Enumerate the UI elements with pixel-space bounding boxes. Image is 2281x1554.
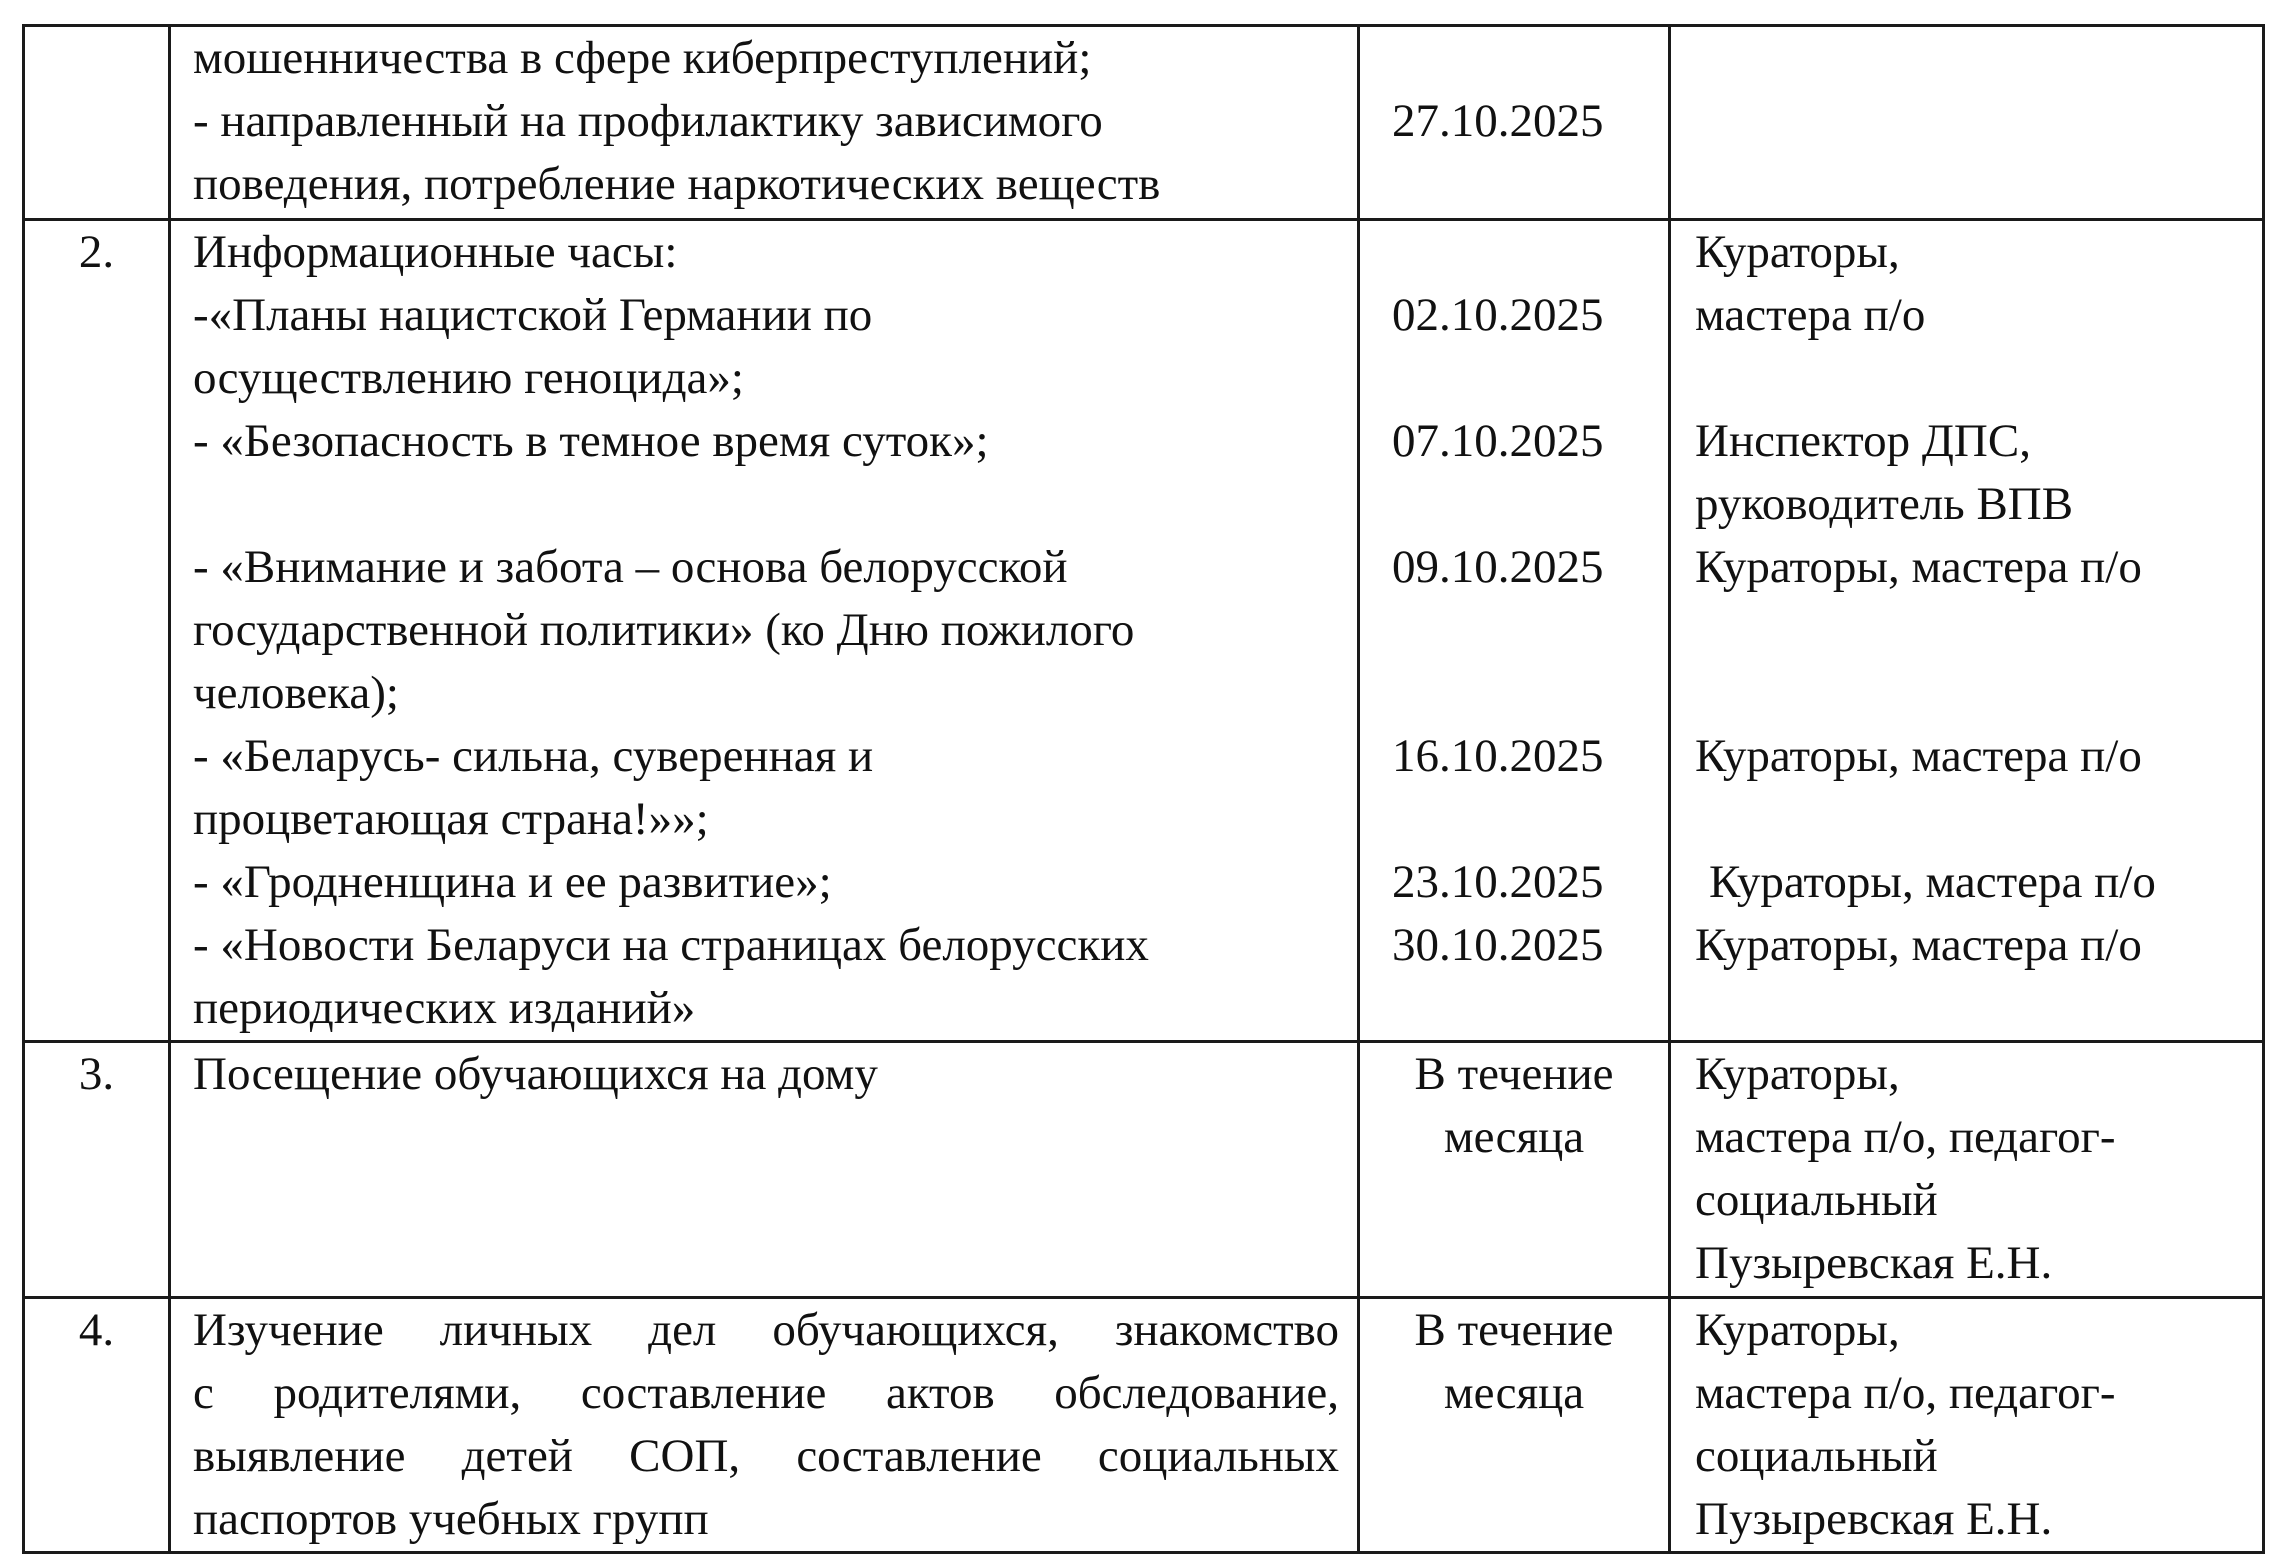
- responsible-line: Кураторы,: [1695, 226, 1900, 278]
- event-line: паспортов учебных групп: [193, 1493, 709, 1545]
- responsible-line: Кураторы, мастера п/о: [1709, 856, 2156, 908]
- table-row: [24, 1042, 2264, 1298]
- event-cell: [170, 1042, 1359, 1298]
- event-line: - «Новости Беларуси на страницах белорусских: [193, 919, 1149, 971]
- row-number: 4.: [78, 1304, 115, 1356]
- event-date: 09.10.2025: [1392, 541, 1604, 593]
- event-line: поведения, потребление наркотических веществ: [193, 158, 1161, 210]
- event-date: 02.10.2025: [1392, 289, 1604, 341]
- event-line: с родителями, составление актов обследование,: [193, 1367, 1339, 1419]
- event-line: - «Гродненщина и ее развитие»;: [193, 856, 832, 908]
- event-date: месяца: [1443, 1367, 1585, 1419]
- event-line: государственной политики» (ко Дню пожилого: [193, 604, 1135, 656]
- responsible-cell: [1670, 220, 2264, 1042]
- event-line: Изучение личных дел обучающихся, знакомство: [193, 1304, 1339, 1356]
- date-cell: [1359, 1298, 1670, 1553]
- event-cell: [170, 26, 1359, 220]
- responsible-line: руководитель ВПВ: [1695, 478, 2074, 530]
- responsible-line: мастера п/о, педагог-: [1695, 1367, 2116, 1419]
- event-line: - направленный на профилактику зависимого: [193, 95, 1103, 147]
- event-line: Посещение обучающихся на дому: [193, 1048, 878, 1100]
- event-cell: [170, 220, 1359, 1042]
- event-date: В течение: [1414, 1048, 1614, 1100]
- row-number: [25, 27, 168, 90]
- responsible-line: Кураторы,: [1695, 1048, 1900, 1100]
- date-cell: [1359, 1042, 1670, 1298]
- table-row: [24, 220, 2264, 1042]
- events-plan-table: [22, 24, 2265, 1554]
- table-row: [24, 26, 2264, 220]
- event-line: мошенничества в сфере киберпреступлений;: [193, 32, 1092, 84]
- responsible-line: Кураторы, мастера п/о: [1695, 541, 2142, 593]
- responsible-cell: [1670, 26, 2264, 220]
- event-line: - «Безопасность в темное время суток»;: [193, 415, 989, 467]
- responsible-line: социальный: [1695, 1174, 1938, 1226]
- responsible-line: мастера п/о, педагог-: [1695, 1111, 2116, 1163]
- row-number-cell: [24, 1042, 170, 1298]
- event-date: 16.10.2025: [1392, 730, 1604, 782]
- event-cell: [170, 1298, 1359, 1553]
- row-number: 2.: [78, 226, 115, 278]
- event-line: осуществлению геноцида»;: [193, 352, 744, 404]
- responsible-line: социальный: [1695, 1430, 1938, 1482]
- event-line: - «Внимание и забота – основа белорусской: [193, 541, 1068, 593]
- responsible-line: Пузыревская Е.Н.: [1695, 1493, 2053, 1545]
- date-cell: [1359, 26, 1670, 220]
- event-line: Информационные часы:: [193, 226, 678, 278]
- row-number: 3.: [78, 1048, 115, 1100]
- row-number-cell: [24, 1298, 170, 1553]
- event-line: человека);: [193, 667, 399, 719]
- event-date: месяца: [1443, 1111, 1585, 1163]
- row-number-cell: [24, 220, 170, 1042]
- responsible-line: Инспектор ДПС,: [1695, 415, 2031, 467]
- date-cell: [1359, 220, 1670, 1042]
- event-line: процветающая страна!»»;: [193, 793, 709, 845]
- event-date: 30.10.2025: [1392, 919, 1604, 971]
- event-line: - «Беларусь- сильна, суверенная и: [193, 730, 874, 782]
- responsible-cell: [1670, 1298, 2264, 1553]
- event-date: 07.10.2025: [1392, 415, 1604, 467]
- responsible-line: Кураторы, мастера п/о: [1695, 919, 2142, 971]
- event-line: [193, 473, 1339, 536]
- event-line: периодических изданий»: [193, 982, 696, 1034]
- event-date: 23.10.2025: [1392, 856, 1604, 908]
- row-number-cell: [24, 26, 170, 220]
- table-row: [24, 1298, 2264, 1553]
- responsible-line: мастера п/о: [1695, 289, 1926, 341]
- event-date: 27.10.2025: [1392, 95, 1604, 147]
- responsible-line: Кураторы,: [1695, 1304, 1900, 1356]
- event-line: выявление детей СОП, составление социальных: [193, 1430, 1339, 1482]
- responsible-cell: [1670, 1042, 2264, 1298]
- event-date: В течение: [1414, 1304, 1614, 1356]
- responsible-line: Кураторы, мастера п/о: [1695, 730, 2142, 782]
- responsible-line: Пузыревская Е.Н.: [1695, 1237, 2053, 1289]
- event-line: -«Планы нацистской Германии по: [193, 289, 873, 341]
